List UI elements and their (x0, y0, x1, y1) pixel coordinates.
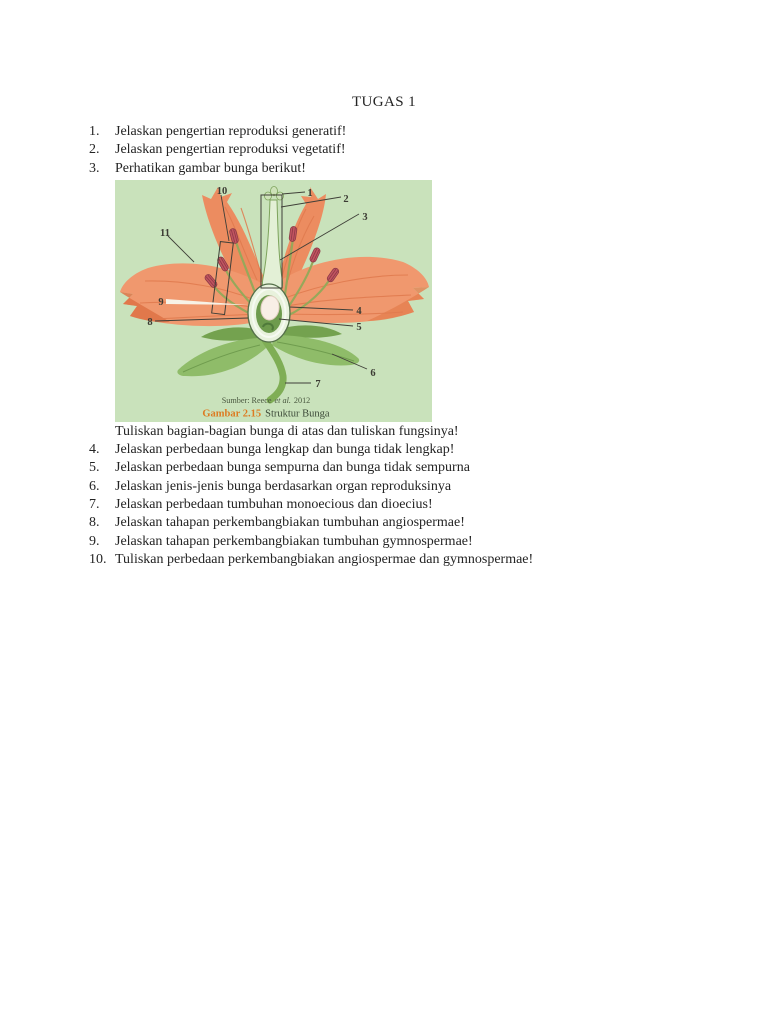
task-item-5 (89, 459, 709, 477)
figure-source-etal: et al. (274, 395, 291, 405)
part-label-8: 8 (147, 316, 153, 328)
figure-caption-title: Struktur Bunga (265, 408, 330, 420)
task-item-1 (89, 123, 709, 141)
task-text: Jelaskan pengertian reproduksi generatif! (115, 124, 347, 139)
page-title: TUGAS 1 (351, 94, 417, 110)
figure-source-year: 2012 (293, 395, 311, 405)
task-number: 1. (89, 124, 100, 139)
task-item-10 (89, 551, 709, 569)
task-item-4 (89, 441, 709, 459)
flower-diagram (115, 180, 432, 422)
part-label-7: 7 (315, 378, 321, 390)
task-item-7 (89, 496, 709, 514)
task-text: Jelaskan jenis-jenis bunga berdasarkan organ reproduksinya (115, 478, 452, 494)
figure-caption (202, 408, 330, 419)
task-3-followup: Tuliskan bagian-bagian bunga di atas dan tuliskan fungsinya! (115, 423, 459, 439)
figure-source-prefix: Sumber: Reece (221, 395, 272, 405)
task-number: 2. (89, 142, 100, 158)
task-text: Tuliskan perbedaan perkembangbiakan angiospermae dan gymnospermae! (115, 551, 534, 567)
task-text: Jelaskan perbedaan bunga lengkap dan bunga tidak lengkap! (115, 442, 455, 458)
task-number: 7. (89, 497, 100, 513)
task-number: 5. (89, 460, 100, 476)
part-label-11: 11 (160, 227, 170, 239)
part-label-1: 1 (307, 187, 313, 199)
task-item-3 (89, 160, 709, 178)
task-text: Perhatikan gambar bunga berikut! (115, 160, 306, 176)
task-number: 6. (89, 478, 100, 494)
part-label-2: 2 (343, 193, 349, 205)
task-text: Jelaskan tahapan perkembangbiakan tumbuhan angiospermae! (115, 515, 465, 531)
task-item-8 (89, 514, 709, 532)
part-label-4: 4 (356, 305, 362, 317)
task-number: 10. (89, 551, 107, 567)
task-number: 9. (89, 533, 100, 549)
task-item-6 (89, 478, 709, 496)
task-text: Jelaskan tahapan perkembangbiakan tumbuhan gymnospermae! (115, 533, 473, 549)
figure-caption-label: Gambar 2.15 (202, 408, 262, 420)
task-number: 8. (89, 515, 100, 531)
part-label-5: 5 (356, 321, 362, 333)
task-text: Jelaskan perbedaan bunga sempurna dan bunga tidak sempurna (115, 460, 470, 476)
part-label-9: 9 (158, 296, 164, 308)
task-text: Jelaskan pengertian reproduksi vegetatif! (115, 142, 346, 158)
part-label-3: 3 (362, 211, 368, 223)
task-number: 3. (89, 160, 100, 176)
task-list (89, 123, 709, 569)
task-item-9 (89, 533, 709, 551)
part-label-6: 6 (370, 367, 376, 379)
task-item-2 (89, 141, 709, 159)
task-text: Jelaskan perbedaan tumbuhan monoecious dan dioecius! (115, 497, 433, 513)
part-label-10: 10 (216, 185, 228, 197)
figure-source (222, 396, 311, 405)
task-number: 4. (89, 442, 100, 458)
flower-structure-figure (115, 180, 432, 422)
ovary (248, 284, 290, 342)
